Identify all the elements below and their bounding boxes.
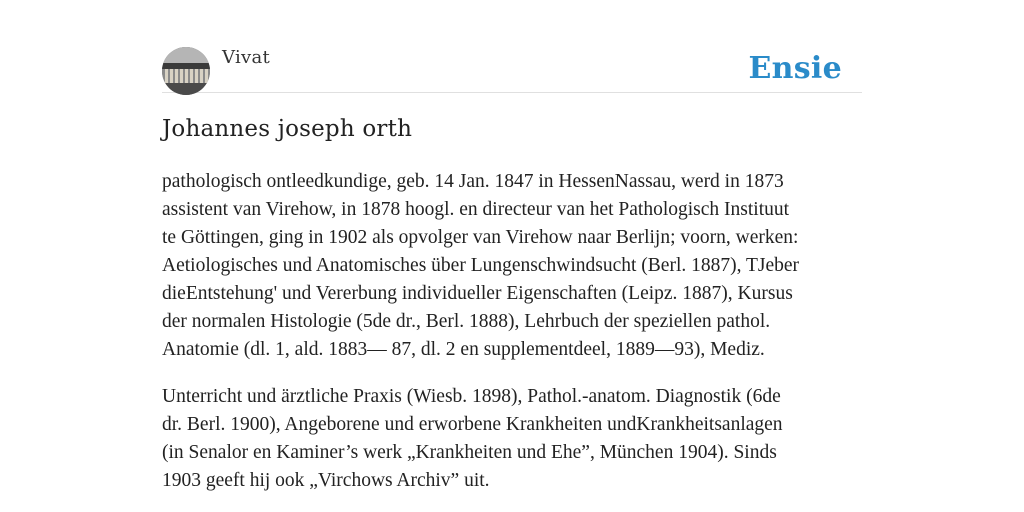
text-line: dieEntstehung' und Vererbung individueller Eigenschaften (Leipz. 1887), Kursus: [162, 283, 793, 304]
text-line: Aetiologisches und Anatomisches über Lungenschwindsucht (Berl. 1887), TJeber: [162, 255, 800, 276]
article-title: Johannes joseph orth: [162, 116, 413, 142]
avatar-image: [162, 47, 210, 95]
text-line: te Göttingen, ging in 1902 als opvolger van Virehow naar Berlijn; voorn, werken:: [162, 227, 799, 248]
text-line: Anatomie (dl. 1, ald. 1883— 87, dl. 2 en supplementdeel, 1889—93), Mediz.: [162, 339, 765, 360]
page-header: [162, 46, 862, 93]
text-line: Unterricht und ärztliche Praxis (Wiesb. 1898), Pathol.-anatom. Diagnostik (6de: [162, 386, 781, 407]
paragraph: [162, 168, 862, 364]
author-name[interactable]: Vivat: [222, 47, 271, 68]
brand-logo[interactable]: Ensie: [748, 51, 842, 86]
text-line: dr. Berl. 1900), Angeborene und erworbene Krankheiten undKrankheitsanlagen: [162, 414, 783, 435]
text-line: assistent van Virehow, in 1878 hoogl. en directeur van het Pathologisch Instituut: [162, 199, 790, 220]
text-line: (in Senalor en Kaminer’s werk „Krankheiten und Ehe”, München 1904). Sinds: [162, 442, 777, 463]
author-avatar[interactable]: [162, 47, 210, 95]
article-body: [162, 168, 862, 512]
text-line: pathologisch ontleedkundige, geb. 14 Jan. 1847 in HessenNassau, werd in 1873: [162, 171, 784, 192]
text-line: der normalen Histologie (5de dr., Berl. 1888), Lehrbuch der speziellen pathol.: [162, 311, 771, 332]
text-line: 1903 geeft hij ook „Virchows Archiv” uit.: [162, 470, 490, 491]
paragraph: [162, 383, 862, 495]
